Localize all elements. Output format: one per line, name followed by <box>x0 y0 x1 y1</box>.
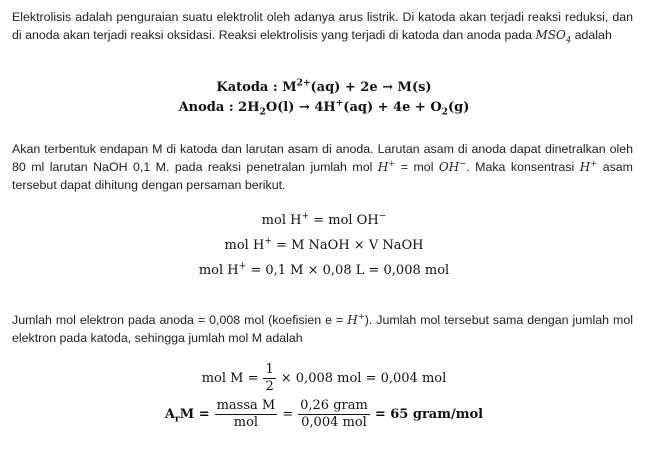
equation-mol-h-value: mol H+ = 0,1 M × 0,08 L = 0,008 mol <box>198 261 450 278</box>
equation-mol-h-naoh: mol H+ = M NaOH × V NaOH <box>224 236 424 253</box>
fraction-value: $\frac{\text{0,26 gram}}{\text{0,004 mol}}$ <box>300 398 368 430</box>
fraction-half: $\frac{1}{2}$ <box>265 362 274 394</box>
anoda-reaction: Anoda : $2H_2O(l) \to 4H^+(aq) + 4e + O_2(g)$ <box>178 97 470 118</box>
neutralization-paragraph: Akan terbentuk endapan M di katoda dan larutan asam di anoda. Larutan asam di anoda dapat dinetralkan oleh 80 ml larutan NaOH 0,1 M. pada reaksi penetralan jumlah mol H+ = mol OH−. Maka konsentrasi H+ asam tersebut dapat dihitung dengan persaman berikut. <box>12 142 633 192</box>
intro-text: Elektrolisis adalah penguraian suatu elektrolit oleh adanya arus listrik. Di katoda akan terjadi reaksi reduksi, dan di anoda akan terjadi reaksi oksidasi. Reaksi elektrolisis yang terjadi di katoda dan anoda pada <box>12 10 633 42</box>
h-plus-symbol-3: H+ <box>347 311 365 327</box>
h-plus-symbol-2: H+ <box>579 158 598 174</box>
oh-minus-symbol: OH− <box>438 158 467 174</box>
fraction-massa-mol: $\frac{\text{massa M}}{\text{mol}}$ <box>216 398 276 430</box>
final-result: = 65 gram/mol <box>374 407 484 422</box>
equation-mol-h-oh: mol H+ = mol OH− <box>261 211 387 228</box>
intro-paragraph <box>12 8 633 44</box>
equation-ar-m: $A_rM$ = $\frac{\text{massa M}}{\text{mol}}$ = $\frac{\text{0,26 gram}}{\text{0,004 mol}}$ = 65 gram/mol <box>164 398 484 430</box>
intro-tail: adalah <box>571 28 612 42</box>
equation-mol-m: mol M = $\frac{1}{2}$ × 0,008 mol = 0,004 mol <box>201 362 447 394</box>
katoda-reaction: Katoda : $M^{2+}(aq) + 2e \to M(s)$ <box>216 77 432 95</box>
electron-paragraph: Jumlah mol elektron pada anoda = 0,008 mol (koefisien e = H+). Jumlah mol tersebut sama dengan jumlah mol elektron pada katoda, sehingga jumlah mol M adalah <box>12 311 633 345</box>
h-plus-symbol: H+ <box>377 158 396 174</box>
mso4-formula: $MSO_4$ <box>535 28 572 45</box>
